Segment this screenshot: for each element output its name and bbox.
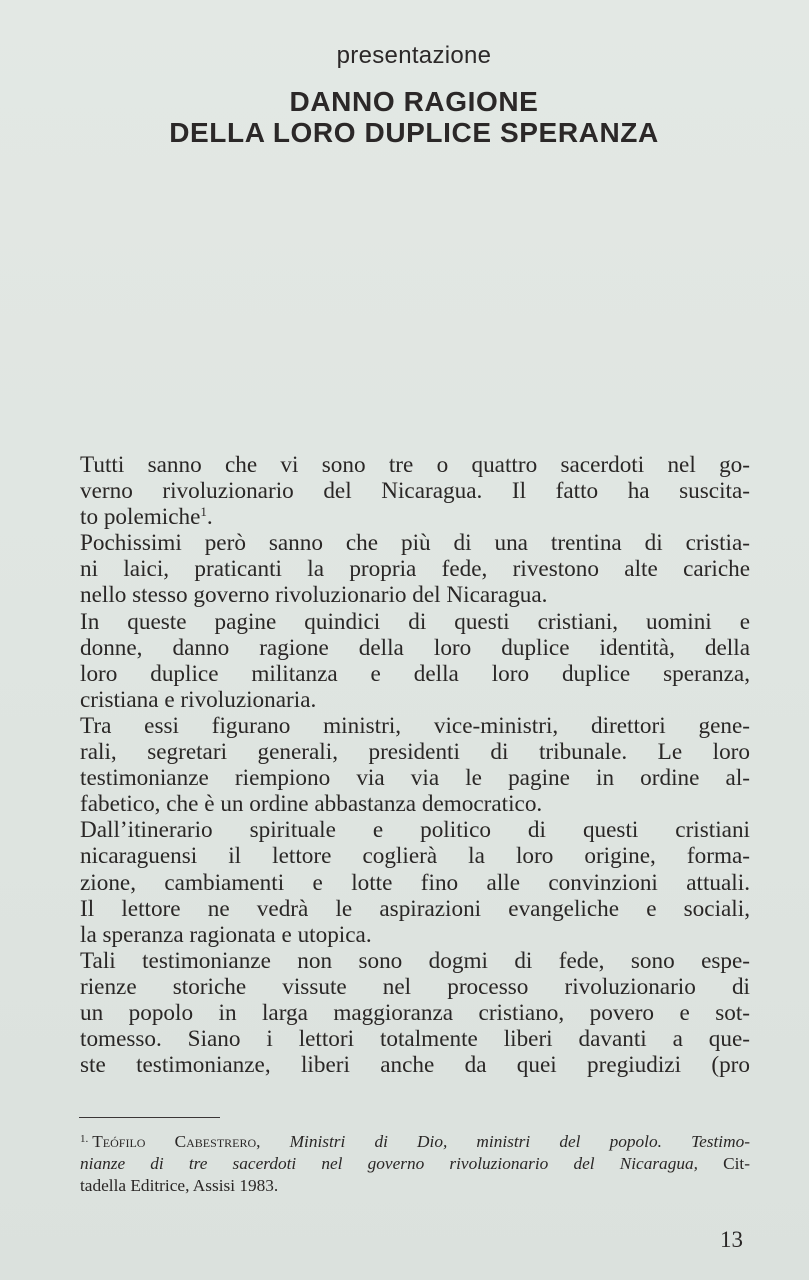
body-line: la speranza ragionata e utopica. — [80, 921, 372, 948]
body-text — [80, 452, 750, 1078]
body-line: Pochissimi però sanno che più di una trentina di cristia- — [80, 530, 750, 557]
body-line: testimonianze riempiono via via le pagine in ordine al- — [80, 765, 750, 792]
body-line: Tutti sanno che vi sono tre o quattro sacerdoti nel go- — [80, 452, 750, 478]
body-line: Tra essi figurano ministri, vice-ministri, direttori gene- — [80, 712, 750, 739]
body-line: Tali testimonianze non sono dogmi di fede, sono espe- — [80, 947, 750, 974]
body-line: rienze storiche vissute nel processo rivoluzionario di — [80, 973, 750, 1000]
footnote — [80, 1131, 750, 1197]
body-line: loro duplice militanza e della loro duplice speranza, — [80, 660, 750, 687]
page-title — [0, 86, 809, 148]
body-line: verno rivoluzionario del Nicaragua. Il fatto ha suscita- — [80, 478, 750, 505]
body-line: ni laici, praticanti la propria fede, rivestono alte cariche — [80, 556, 750, 583]
footnote-line-3: tadella Editrice, Assisi 1983. — [80, 1176, 279, 1195]
title-line-1: DANNO RAGIONE — [289, 86, 539, 117]
body-line: un popolo in larga maggioranza cristiano, povero e sot- — [80, 999, 750, 1026]
body-line: rali, segretari generali, presidenti di tribunale. Le loro — [80, 739, 750, 766]
body-line: Il lettore ne vedrà le aspirazioni evangeliche e sociali, — [80, 895, 750, 922]
body-line: cristiana e rivoluzionaria. — [80, 686, 317, 713]
body-line: ste testimonianze, liberi anche da quei pregiudizi (pro — [80, 1052, 750, 1079]
body-line-with-footnote: to polemiche$^1$. — [80, 504, 213, 531]
footnote-number: 1. — [80, 1133, 89, 1146]
footnote-work-title: Ministri di Dio, ministri del popolo. Testimo- — [289, 1132, 750, 1151]
footnote-divider — [79, 1117, 220, 1118]
body-line: nicaraguensi il lettore coglierà la loro origine, forma- — [80, 843, 750, 870]
body-line: In queste pagine quindici di questi cristiani, uomini e — [80, 608, 750, 635]
page-number: 13 — [720, 1227, 743, 1252]
footnote-publisher: Cit- — [723, 1154, 750, 1173]
footnote-line-2 — [80, 1153, 750, 1175]
footnote-line-1 — [80, 1131, 750, 1153]
body-line: donne, danno ragione della loro duplice identità, della — [80, 634, 750, 661]
section-label: presentazione — [336, 42, 492, 69]
footnote-reference: 1 — [200, 504, 207, 520]
body-line: to polemiche — [80, 504, 201, 531]
body-line: nello stesso governo rivoluzionario del Nicaragua. — [80, 582, 548, 609]
body-line: tomesso. Siano i lettori totalmente liberi davanti a que- — [80, 1026, 750, 1053]
body-line: zione, cambiamenti e lotte fino alle convinzioni attuali. — [80, 869, 750, 896]
body-line: Dall’itinerario spirituale e politico di questi cristiani — [80, 817, 750, 844]
footnote-work-title-cont: nianze di tre sacerdoti nel governo rivoluzionario del Nicaragua, — [80, 1154, 698, 1173]
body-line: fabetico, che è un ordine abbastanza democratico. — [80, 791, 543, 818]
footnote-author: Teófilo Cabestrero, — [92, 1132, 261, 1151]
title-line-2: DELLA LORO DUPLICE SPERANZA — [169, 117, 659, 148]
